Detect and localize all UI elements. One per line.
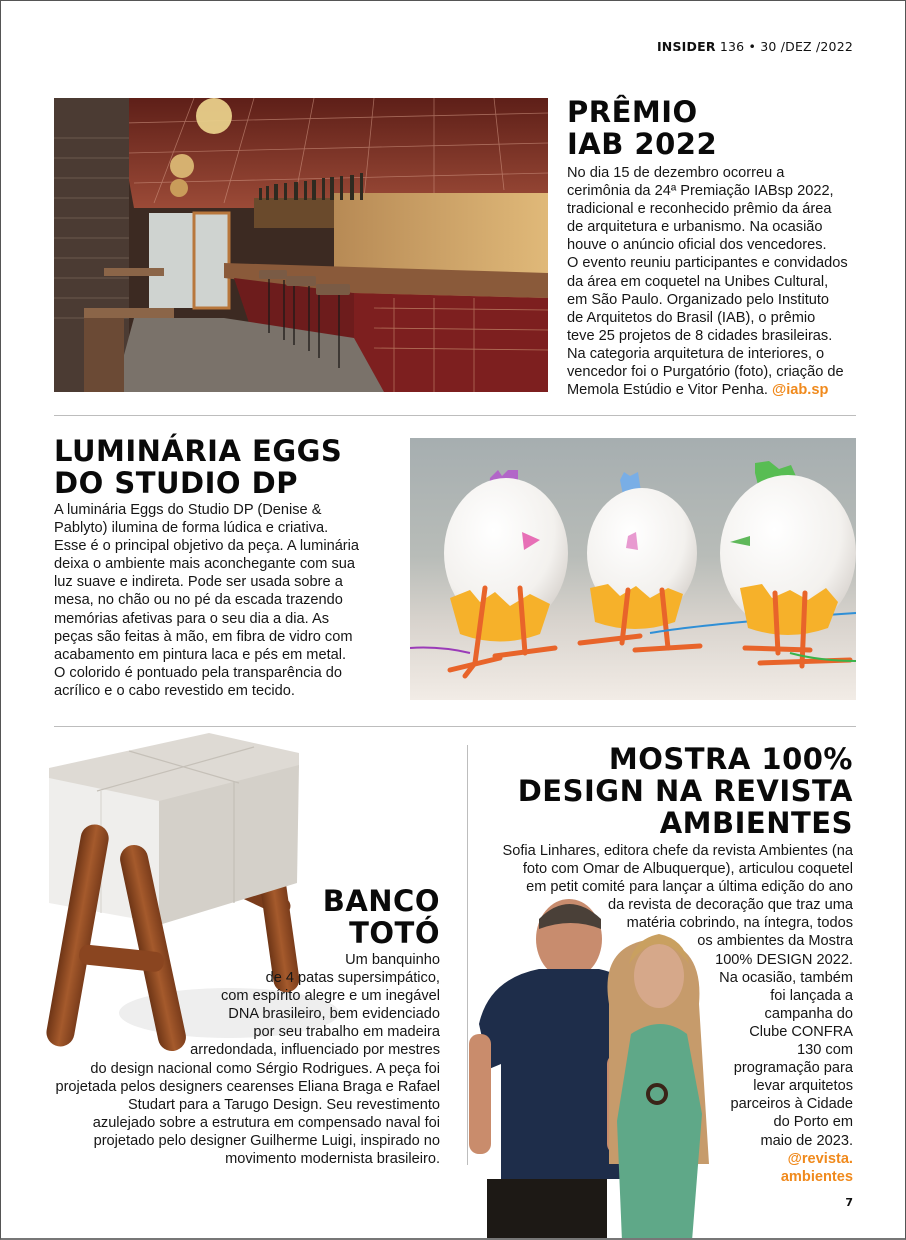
mostra-100-body	[473, 842, 853, 1186]
body-line: deixa o ambiente mais aconchegante com sua	[54, 556, 355, 573]
title-line: AMBIENTES	[659, 806, 853, 840]
body-line: memórias afetivas para o seu dia a dia. As	[54, 610, 329, 627]
premio-iab-body	[567, 164, 867, 399]
title-line: BANCO	[322, 884, 440, 918]
body-line: em São Paulo. Organizado pelo Instituto	[567, 291, 830, 308]
premio-iab-title	[567, 96, 717, 160]
body-line: 130 com	[797, 1042, 853, 1059]
title-line: MOSTRA 100%	[608, 742, 853, 776]
body-line-last	[567, 381, 867, 399]
body-line: parceiros à Cidade	[730, 1096, 853, 1113]
body-line: da revista de decoração que traz uma	[608, 897, 853, 914]
luminaria-eggs-title	[54, 435, 342, 499]
body-line: por seu trabalho em madeira	[253, 1024, 440, 1041]
body-line: Na categoria arquitetura de interiores, o	[567, 345, 825, 362]
instagram-handle-revista[interactable]: @revista.	[787, 1150, 853, 1167]
page-header	[657, 39, 853, 54]
body-line: azulejado sobre a estrutura em compensado naval foi	[92, 1114, 440, 1131]
banco-toto-title	[323, 885, 440, 949]
body-line: do design nacional como Sérgio Rodrigues. A peça foi	[90, 1060, 440, 1077]
body-line: foi lançada a	[770, 987, 853, 1004]
body-line: levar arquitetos	[753, 1078, 853, 1095]
body-line: peças são feitas à mão, em fibra de vidro com	[54, 628, 353, 645]
body-line: programação para	[733, 1060, 853, 1077]
body-line: Esse é o principal objetivo da peça. A luminária	[54, 538, 360, 555]
body-line: Um banquinho	[345, 952, 440, 968]
body-line: os ambientes da Mostra	[697, 933, 853, 950]
body-line: movimento modernista brasileiro.	[225, 1151, 440, 1168]
eggs-lamp-photo	[410, 438, 856, 700]
purgatorio-bar-photo	[54, 98, 548, 392]
body-line: Pablyto) ilumina de forma lúdica e criativa.	[54, 520, 329, 537]
body-line: de Arquitetos do Brasil (IAB), o prêmio	[567, 309, 816, 326]
title-line: PRÊMIO	[567, 95, 698, 129]
luminaria-eggs-body	[54, 501, 399, 700]
body-line: 100% DESIGN 2022.	[715, 951, 853, 968]
title-line: DESIGN NA REVISTA	[517, 774, 853, 808]
mostra-100-title	[518, 743, 853, 839]
body-line: em petit comité para lançar a última edição do ano	[526, 879, 853, 896]
banco-toto-body	[40, 951, 440, 1168]
body-line: Sofia Linhares, editora chefe da revista Ambientes (na	[502, 843, 853, 859]
body-line: teve 25 projetos de 8 cidades brasileiras.	[567, 327, 833, 344]
body-line: maio de 2023.	[760, 1132, 853, 1149]
body-line: luz suave e indireta. Pode ser usada sobre a	[54, 574, 343, 591]
publication-name: INSIDER	[656, 39, 716, 54]
body-line: No dia 15 de dezembro ocorreu a	[567, 165, 785, 181]
title-line: IAB 2022	[567, 127, 718, 161]
body-line: Na ocasião, também	[719, 969, 853, 986]
title-line: LUMINÁRIA EGGS	[54, 434, 343, 468]
page-number: 7	[845, 1196, 853, 1209]
body-line: mesa, no chão ou no pé da escada trazendo	[54, 592, 343, 609]
section-divider	[54, 415, 856, 416]
instagram-handle-iab[interactable]: @iab.sp	[771, 382, 829, 399]
body-line: Studart para a Tarugo Design. Seu revestimento	[127, 1096, 440, 1113]
body-line: A luminária Eggs do Studio DP (Denise &	[54, 502, 322, 518]
body-line: acrílico e o cabo revestido em tecido.	[54, 682, 295, 699]
instagram-handle-revista[interactable]: ambientes	[780, 1168, 853, 1185]
body-line: da área em coquetel na Unibes Cultural,	[567, 273, 829, 290]
title-line: DO STUDIO DP	[54, 466, 298, 500]
body-line: do Porto em	[773, 1114, 853, 1131]
issue-date: 136 • 30 /DEZ /2022	[715, 39, 853, 54]
body-line: O evento reuniu participantes e convidados	[567, 255, 848, 272]
body-line: de arquitetura e urbanismo. Na ocasião	[567, 219, 823, 236]
title-line: TOTÓ	[349, 916, 440, 950]
body-line: acabamento em pintura laca e pés em metal.	[54, 646, 347, 663]
body-line: de 4 patas supersimpático,	[265, 970, 440, 987]
body-line: projetado pelo designer Guilherme Luigi, inspirado no	[93, 1132, 440, 1149]
body-line: Clube CONFRA	[749, 1023, 853, 1040]
body-line: cerimônia da 24ª Premiação IABsp 2022,	[567, 183, 834, 200]
body-line: campanha do	[764, 1005, 853, 1022]
body-line: vencedor foi o Purgatório (foto), criação de	[567, 364, 844, 381]
body-line: matéria cobrindo, na íntegra, todos	[626, 915, 853, 932]
body-line: arredondada, influenciado por mestres	[190, 1042, 440, 1059]
body-text: Memola Estúdio e Vitor Penha.	[567, 382, 772, 399]
body-line: com espírito alegre e um inegável	[220, 988, 440, 1005]
body-line: foto com Omar de Albuquerque), articulou coquetel	[522, 861, 853, 878]
body-line: projetada pelos designers cearenses Eliana Braga e Rafael	[55, 1078, 440, 1095]
body-line: tradicional e reconhecido prêmio da área	[567, 201, 832, 218]
body-line: O colorido é pontuado pela transparência do	[54, 664, 343, 681]
body-line: houve o anúncio oficial dos vencedores.	[567, 237, 827, 254]
body-line: DNA brasileiro, bem evidenciado	[228, 1006, 440, 1023]
